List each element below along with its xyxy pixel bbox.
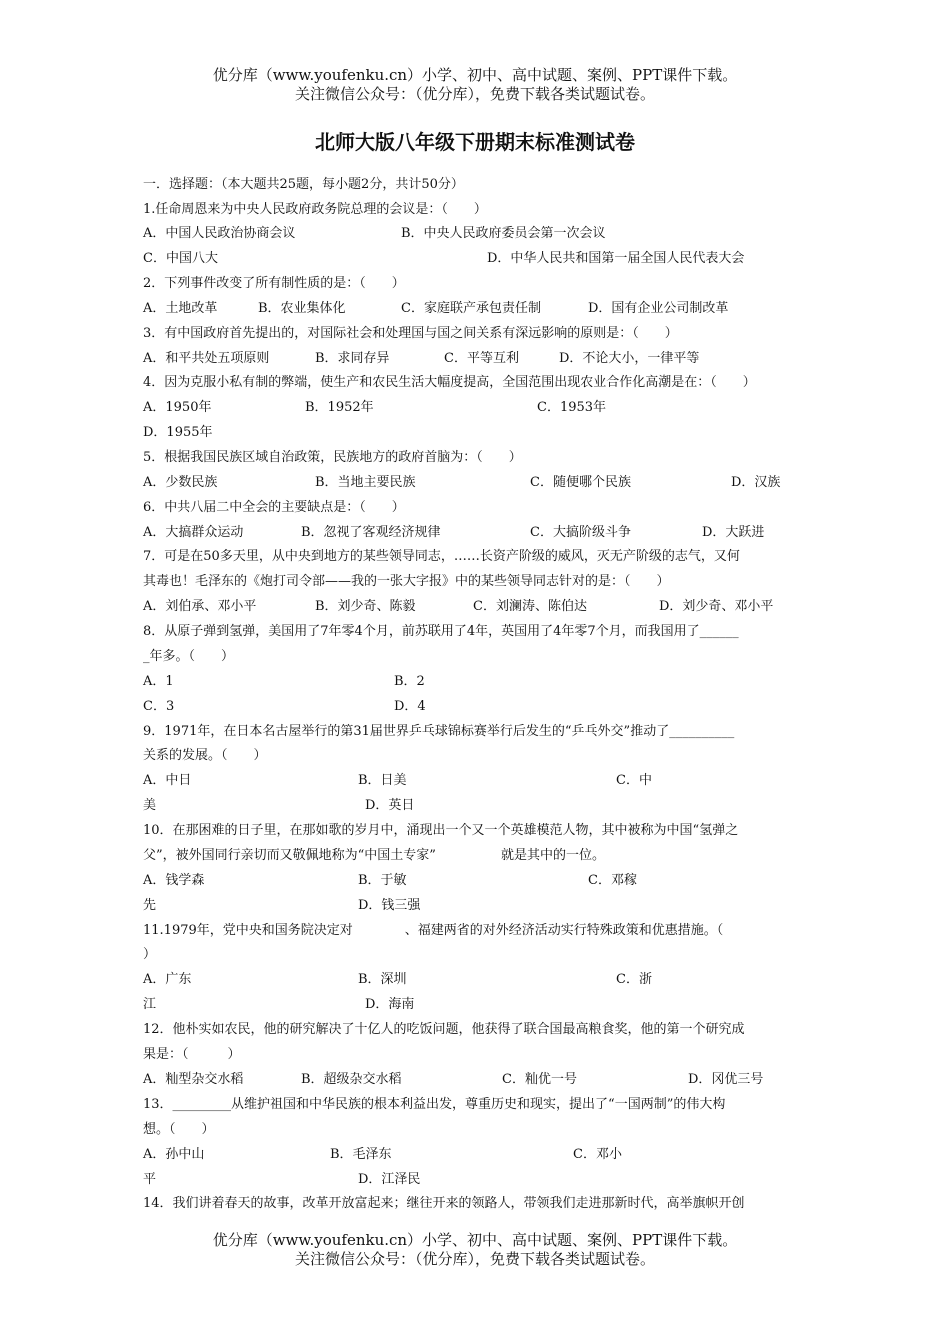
question-7-option-a: A．刘伯承、邓小平 <box>143 599 257 614</box>
question-2-option-b: B．农业集体化 <box>258 301 346 316</box>
header-line-2: 关注微信公众号：（优分库），免费下载各类试题试卷。 <box>294 85 655 103</box>
question-4-stem: 4．因为克服小私有制的弊端，使生产和农民生活大幅度提高，全国范围出现农业合作化高潮是在：（ ） <box>143 375 756 390</box>
question-14-stem: 14．我们讲着春天的故事，改革开放富起来；继往开来的领路人，带领我们走进那新时代，高举旗帜开创 <box>143 1196 745 1211</box>
question-3-option-d: D．不论大小，一律平等 <box>559 351 700 366</box>
question-7-option-d: D．刘少奇、邓小平 <box>659 599 774 614</box>
footer-line-2: 关注微信公众号：（优分库），免费下载各类试题试卷。 <box>294 1250 655 1268</box>
question-7-option-b: B．刘少奇、陈毅 <box>315 599 416 614</box>
question-4-option-b: B．1952年 <box>305 400 374 415</box>
question-4-option-c: C．1953年 <box>537 400 607 415</box>
question-11-option-c-wrap: 江 <box>143 997 157 1012</box>
question-10-stem-line-2: 父”，被外国同行亲切而又敬佩地称为“中国土专家” 就是其中的一位。 <box>143 848 605 863</box>
section-heading: 一．选择题：（本大题共25题，每小题2分，共计50分） <box>143 177 464 192</box>
question-7-option-c: C．刘澜涛、陈伯达 <box>473 599 587 614</box>
question-8-option-a: A．1 <box>143 674 174 689</box>
question-2-option-a: A．土地改革 <box>143 301 218 316</box>
question-1-option-d: D．中华人民共和国第一届全国人民代表大会 <box>487 251 745 266</box>
question-2-option-d: D．国有企业公司制改革 <box>588 301 729 316</box>
question-9-stem-line-1: 9．1971年，在日本名古屋举行的第31届世界乒乓球锦标赛举行后发生的“乒乓外交”推动了__________ <box>143 724 735 739</box>
question-10-stem-line-1: 10．在那困难的日子里，在那如歌的岁月中，涌现出一个又一个英雄模范人物，其中被称为中国“氢弹之 <box>143 823 739 838</box>
question-3-stem: 3．有中国政府首先提出的，对国际社会和处理国与国之间关系有深远影响的原则是：（ ） <box>143 326 678 341</box>
question-5-option-c: C．随便哪个民族 <box>530 475 631 490</box>
question-11-option-c: C．浙 <box>616 972 652 987</box>
question-1-option-b: B．中央人民政府委员会第一次会议 <box>401 226 606 241</box>
footer-line-1: 优分库（www.youfenku.cn）小学、初中、高中试题、案例、PPT课件下载。 <box>212 1231 738 1249</box>
question-6-option-d: D．大跃进 <box>702 525 765 540</box>
question-12-option-d: D．冈优三号 <box>688 1072 764 1087</box>
question-12-option-c: C．籼优一号 <box>502 1072 577 1087</box>
question-8-option-d: D．4 <box>394 699 426 714</box>
question-10-option-c: C．邓稼 <box>588 873 637 888</box>
question-13-option-d: D．江泽民 <box>358 1172 421 1187</box>
question-12-stem-line-2: 果是：（ ） <box>143 1047 241 1062</box>
question-13-stem-line-2: 想。（ ） <box>143 1122 215 1137</box>
question-5-stem: 5．根据我国民族区域自治政策，民族地方的政府首脑为：（ ） <box>143 450 522 465</box>
question-1-option-a: A．中国人民政治协商会议 <box>143 226 296 241</box>
question-6-option-c: C．大搞阶级斗争 <box>530 525 631 540</box>
question-10-option-a: A．钱学森 <box>143 873 205 888</box>
question-13-option-b: B．毛泽东 <box>330 1147 392 1162</box>
question-8-stem-line-1: 8．从原子弹到氢弹，美国用了7年零4个月，前苏联用了4年，英国用了4年零7个月，而我国用了______ <box>143 624 739 639</box>
question-7-stem-line-1: 7．可是在50多天里，从中央到地方的某些领导同志，……长资产阶级的威风，灭无产阶级的志气，又何 <box>143 549 740 564</box>
question-13-stem-line-1: 13．_________从维护祖国和中华民族的根本利益出发，尊重历史和现实，提出了“一国两制”的伟大构 <box>143 1097 726 1112</box>
page-footer <box>0 1231 950 1269</box>
question-10-option-b: B．于敏 <box>358 873 407 888</box>
question-7-stem-line-2: 其毒也！毛泽东的《炮打司令部——我的一张大字报》中的某些领导同志针对的是：（ ） <box>143 574 670 589</box>
question-9-option-c-wrap: 美 <box>143 798 157 813</box>
question-5-option-b: B．当地主要民族 <box>315 475 416 490</box>
question-12-stem-line-1: 12．他朴实如农民，他的研究解决了十亿人的吃饭问题，他获得了联合国最高粮食奖，他的第一个研究成 <box>143 1022 745 1037</box>
question-9-option-b: B．日美 <box>358 773 407 788</box>
question-1-stem: 1.任命周恩来为中央人民政府政务院总理的会议是：（ ） <box>143 202 487 217</box>
question-5-option-d: D．汉族 <box>731 475 781 490</box>
question-8-option-b: B．2 <box>394 674 425 689</box>
question-12-option-b: B．超级杂交水稻 <box>301 1072 402 1087</box>
question-8-option-c: C．3 <box>143 699 175 714</box>
question-11-stem-line-1: 11.1979年，党中央和国务院决定对 、福建两省的对外经济活动实行特殊政策和优惠措施。（ <box>143 923 724 938</box>
question-6-option-b: B．忽视了客观经济规律 <box>301 525 441 540</box>
page-title: 北师大版八年级下册期末标准测试卷 <box>315 130 635 154</box>
question-4-option-a: A．1950年 <box>143 400 212 415</box>
question-9-option-a: A．中日 <box>143 773 192 788</box>
question-3-option-a: A．和平共处五项原则 <box>143 351 270 366</box>
question-11-option-d: D．海南 <box>365 997 415 1012</box>
question-6-stem: 6．中共八届二中全会的主要缺点是：（ ） <box>143 500 405 515</box>
question-9-stem-line-2: 关系的发展。（ ） <box>143 748 267 763</box>
question-12-option-a: A．籼型杂交水稻 <box>143 1072 244 1087</box>
question-3-option-b: B．求同存异 <box>315 351 390 366</box>
question-1-option-c: C．中国八大 <box>143 251 218 266</box>
page-header <box>0 66 950 104</box>
question-11-option-b: B．深圳 <box>358 972 407 987</box>
question-9-option-d: D．英日 <box>365 798 415 813</box>
header-line-1: 优分库（www.youfenku.cn）小学、初中、高中试题、案例、PPT课件下载。 <box>212 66 738 84</box>
question-10-option-d: D．钱三强 <box>358 898 421 913</box>
question-10-option-c-wrap: 先 <box>143 898 157 913</box>
question-2-stem: 2．下列事件改变了所有制性质的是：（ ） <box>143 276 405 291</box>
question-9-option-c: C．中 <box>616 773 652 788</box>
question-11-stem-line-2: ） <box>143 947 157 962</box>
question-4-option-d: D．1955年 <box>143 425 213 440</box>
question-5-option-a: A．少数民族 <box>143 475 218 490</box>
question-8-stem-line-2: _年多。（ ） <box>143 649 235 664</box>
question-13-option-c-wrap: 平 <box>143 1172 157 1187</box>
question-13-option-c: C．邓小 <box>573 1147 622 1162</box>
question-11-option-a: A．广东 <box>143 972 192 987</box>
question-13-option-a: A．孙中山 <box>143 1147 205 1162</box>
question-3-option-c: C．平等互利 <box>444 351 519 366</box>
question-6-option-a: A．大搞群众运动 <box>143 525 244 540</box>
question-2-option-c: C．家庭联产承包责任制 <box>401 301 541 316</box>
